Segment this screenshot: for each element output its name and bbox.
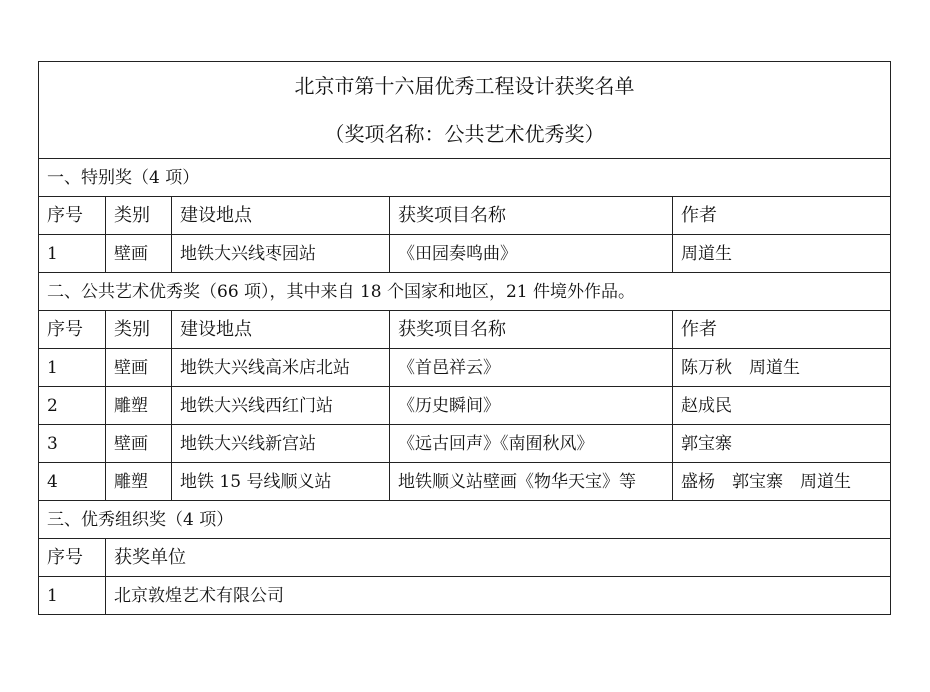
table-row — [39, 577, 891, 615]
col-header-organization: 获奖单位 — [106, 539, 891, 577]
section-heading-row — [39, 159, 891, 197]
col-header-project: 获奖项目名称 — [390, 311, 673, 349]
cell-project: 《远古回声》《南囿秋风》 — [390, 425, 673, 463]
table-row — [39, 349, 891, 387]
award-table — [38, 61, 891, 615]
cell-project: 《首邑祥云》 — [390, 349, 673, 387]
cell-project: 《田园奏鸣曲》 — [390, 235, 673, 273]
award-document — [38, 61, 890, 615]
col-header-index: 序号 — [39, 197, 106, 235]
cell-author: 郭宝寨 — [673, 425, 891, 463]
section1-heading: 一、特别奖（4 项） — [39, 159, 891, 197]
cell-author: 赵成民 — [673, 387, 891, 425]
title-row — [39, 62, 891, 159]
col-header-index: 序号 — [39, 311, 106, 349]
cell-location: 地铁大兴线枣园站 — [172, 235, 390, 273]
col-header-project: 获奖项目名称 — [390, 197, 673, 235]
cell-index: 1 — [39, 235, 106, 273]
cell-category: 雕塑 — [106, 463, 172, 501]
cell-location: 地铁大兴线西红门站 — [172, 387, 390, 425]
cell-index: 4 — [39, 463, 106, 501]
cell-index: 1 — [39, 577, 106, 615]
cell-location: 地铁大兴线高米店北站 — [172, 349, 390, 387]
section3-heading: 三、优秀组织奖（4 项） — [39, 501, 891, 539]
award-name-subtitle: （奖项名称：公共艺术优秀奖） — [324, 122, 605, 146]
column-header-row — [39, 197, 891, 235]
title-cell — [39, 62, 891, 159]
table-row — [39, 425, 891, 463]
col-header-author: 作者 — [673, 197, 891, 235]
column-header-row — [39, 539, 891, 577]
table-row — [39, 235, 891, 273]
document-title: 北京市第十六届优秀工程设计获奖名单 — [294, 74, 635, 98]
cell-location: 地铁大兴线新宫站 — [172, 425, 390, 463]
cell-author: 盛杨 郭宝寨 周道生 — [673, 463, 891, 501]
cell-organization: 北京敦煌艺术有限公司 — [106, 577, 891, 615]
table-row — [39, 387, 891, 425]
col-header-location: 建设地点 — [172, 197, 390, 235]
cell-project: 《历史瞬间》 — [390, 387, 673, 425]
col-header-category: 类别 — [106, 197, 172, 235]
cell-author: 陈万秋 周道生 — [673, 349, 891, 387]
col-header-location: 建设地点 — [172, 311, 390, 349]
cell-project: 地铁顺义站壁画《物华天宝》等 — [390, 463, 673, 501]
cell-author: 周道生 — [673, 235, 891, 273]
col-header-index: 序号 — [39, 539, 106, 577]
section2-heading: 二、公共艺术优秀奖（66 项），其中来自 18 个国家和地区，21 件境外作品。 — [39, 273, 891, 311]
cell-index: 2 — [39, 387, 106, 425]
col-header-author: 作者 — [673, 311, 891, 349]
cell-location: 地铁 15 号线顺义站 — [172, 463, 390, 501]
table-row — [39, 463, 891, 501]
cell-index: 1 — [39, 349, 106, 387]
section-heading-row — [39, 501, 891, 539]
column-header-row — [39, 311, 891, 349]
cell-index: 3 — [39, 425, 106, 463]
cell-category: 壁画 — [106, 425, 172, 463]
cell-category: 壁画 — [106, 235, 172, 273]
cell-category: 壁画 — [106, 349, 172, 387]
section-heading-row — [39, 273, 891, 311]
col-header-category: 类别 — [106, 311, 172, 349]
cell-category: 雕塑 — [106, 387, 172, 425]
